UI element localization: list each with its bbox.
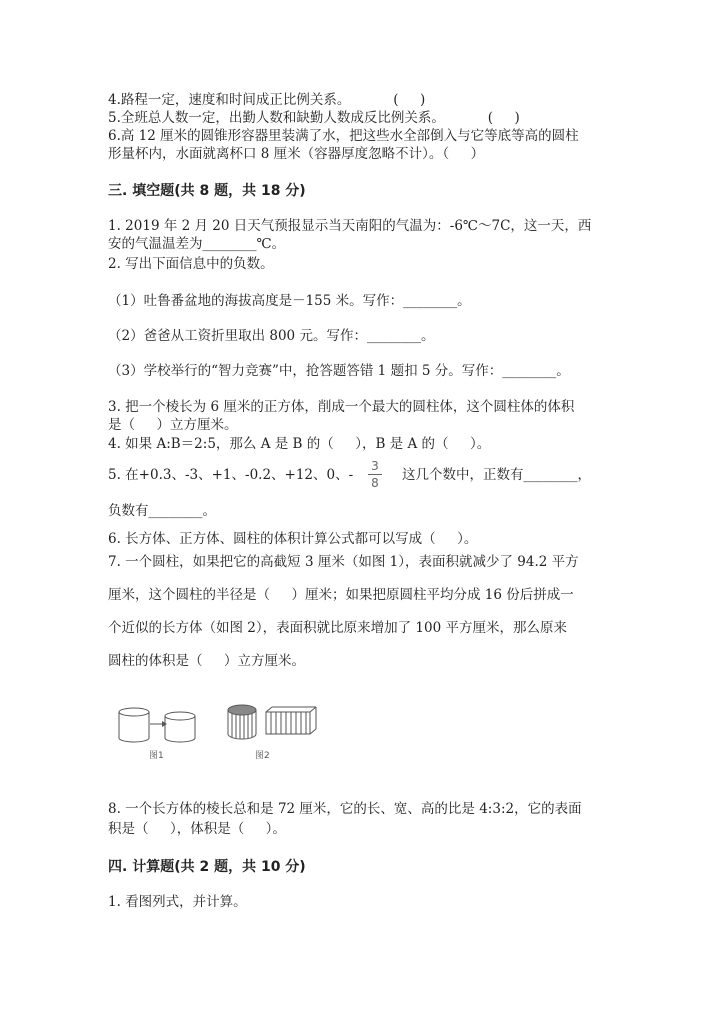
fill-q8-line1: 8. 一个长方体的棱长总和是 72 厘米，它的长、宽、高的比是 4:3:2，它的表面 xyxy=(108,801,582,817)
fill-q2-1: （1）吐鲁番盆地的海拔高度是－155 米。写作：________。 xyxy=(108,293,471,309)
judgment-q5: 5.全班总人数一定，出勤人数和缺勤人数成反比例关系。 ( ) xyxy=(108,110,520,126)
fill-q3-line1: 3. 把一个棱长为 6 厘米的正方体，削成一个最大的圆柱体，这个圆柱体的体积 xyxy=(108,399,575,415)
figure2-slices xyxy=(228,705,316,739)
judgment-q4: 4.路程一定，速度和时间成正比例关系。 ( ) xyxy=(108,92,426,108)
fraction-three-eighths xyxy=(368,459,382,490)
fill-q2-3: （3）学校举行的“智力竞赛”中，抢答题答错 1 题扣 5 分。写作：________。 xyxy=(108,363,570,379)
fill-q5-line2: 负数有________。 xyxy=(108,503,216,519)
figure1-caption: 图1 xyxy=(149,751,164,761)
fraction-denominator: 8 xyxy=(371,476,379,490)
section4-heading: 四. 计算题(共 2 题，共 10 分) xyxy=(108,859,306,875)
calc-q1: 1. 看图列式，并计算。 xyxy=(108,894,247,910)
cylinder-figure xyxy=(114,700,324,770)
judgment-q6-line2: 形量杯内，水面就离杯口 8 厘米（容器厚度忽略不计）。（ ） xyxy=(108,146,485,162)
fill-q2: 2. 写出下面信息中的负数。 xyxy=(108,256,274,272)
fill-q3-line2: 是（ ）立方厘米。 xyxy=(108,417,238,433)
fill-q5-after: 这几个数中，正数有________， xyxy=(402,467,591,483)
figure1-cylinders xyxy=(119,708,195,742)
section3-heading: 三. 填空题(共 8 题，共 18 分) xyxy=(108,183,306,199)
fill-q1-line2: 安的气温温差为________℃。 xyxy=(108,236,286,252)
fill-q7-line1: 7. 一个圆柱，如果把它的高截短 3 厘米（如图 1），表面积就减少了 94.2 平方 xyxy=(108,554,579,570)
fill-q5-before: 5. 在+0.3、-3、+1、-0.2、+12、0、- xyxy=(108,467,354,483)
fill-q6: 6. 长方体、正方体、圆柱的体积计算公式都可以写成（ ）。 xyxy=(108,531,478,547)
fraction-bar xyxy=(368,474,382,475)
fill-q4: 4. 如果 A:B＝2:5，那么 A 是 B 的（ ），B 是 A 的（ ）。 xyxy=(108,436,491,452)
fill-q7-line3: 个近似的长方体（如图 2），表面积就比原来增加了 100 平方厘米，那么原来 xyxy=(108,620,567,636)
figure2-caption: 图2 xyxy=(255,751,270,761)
fill-q2-2: （2）爸爸从工资折里取出 800 元。写作：________。 xyxy=(108,328,435,344)
fill-q7-line4: 圆柱的体积是（ ）立方厘米。 xyxy=(108,653,305,669)
fraction-numerator: 3 xyxy=(371,459,379,473)
judgment-q6-line1: 6.高 12 厘米的圆锥形容器里装满了水，把这些水全部倒入与它等底等高的圆柱 xyxy=(108,128,579,144)
fill-q7-line2: 厘米，这个圆柱的半径是（ ）厘米；如果把原圆柱平均分成 16 份后拼成一 xyxy=(108,587,574,603)
fill-q1-line1: 1. 2019 年 2 月 20 日天气预报显示当天南阳的气温为：-6℃～7C，这一天，西 xyxy=(108,218,592,234)
fill-q8-line2: 积是（ ），体积是（ ）。 xyxy=(108,821,286,837)
